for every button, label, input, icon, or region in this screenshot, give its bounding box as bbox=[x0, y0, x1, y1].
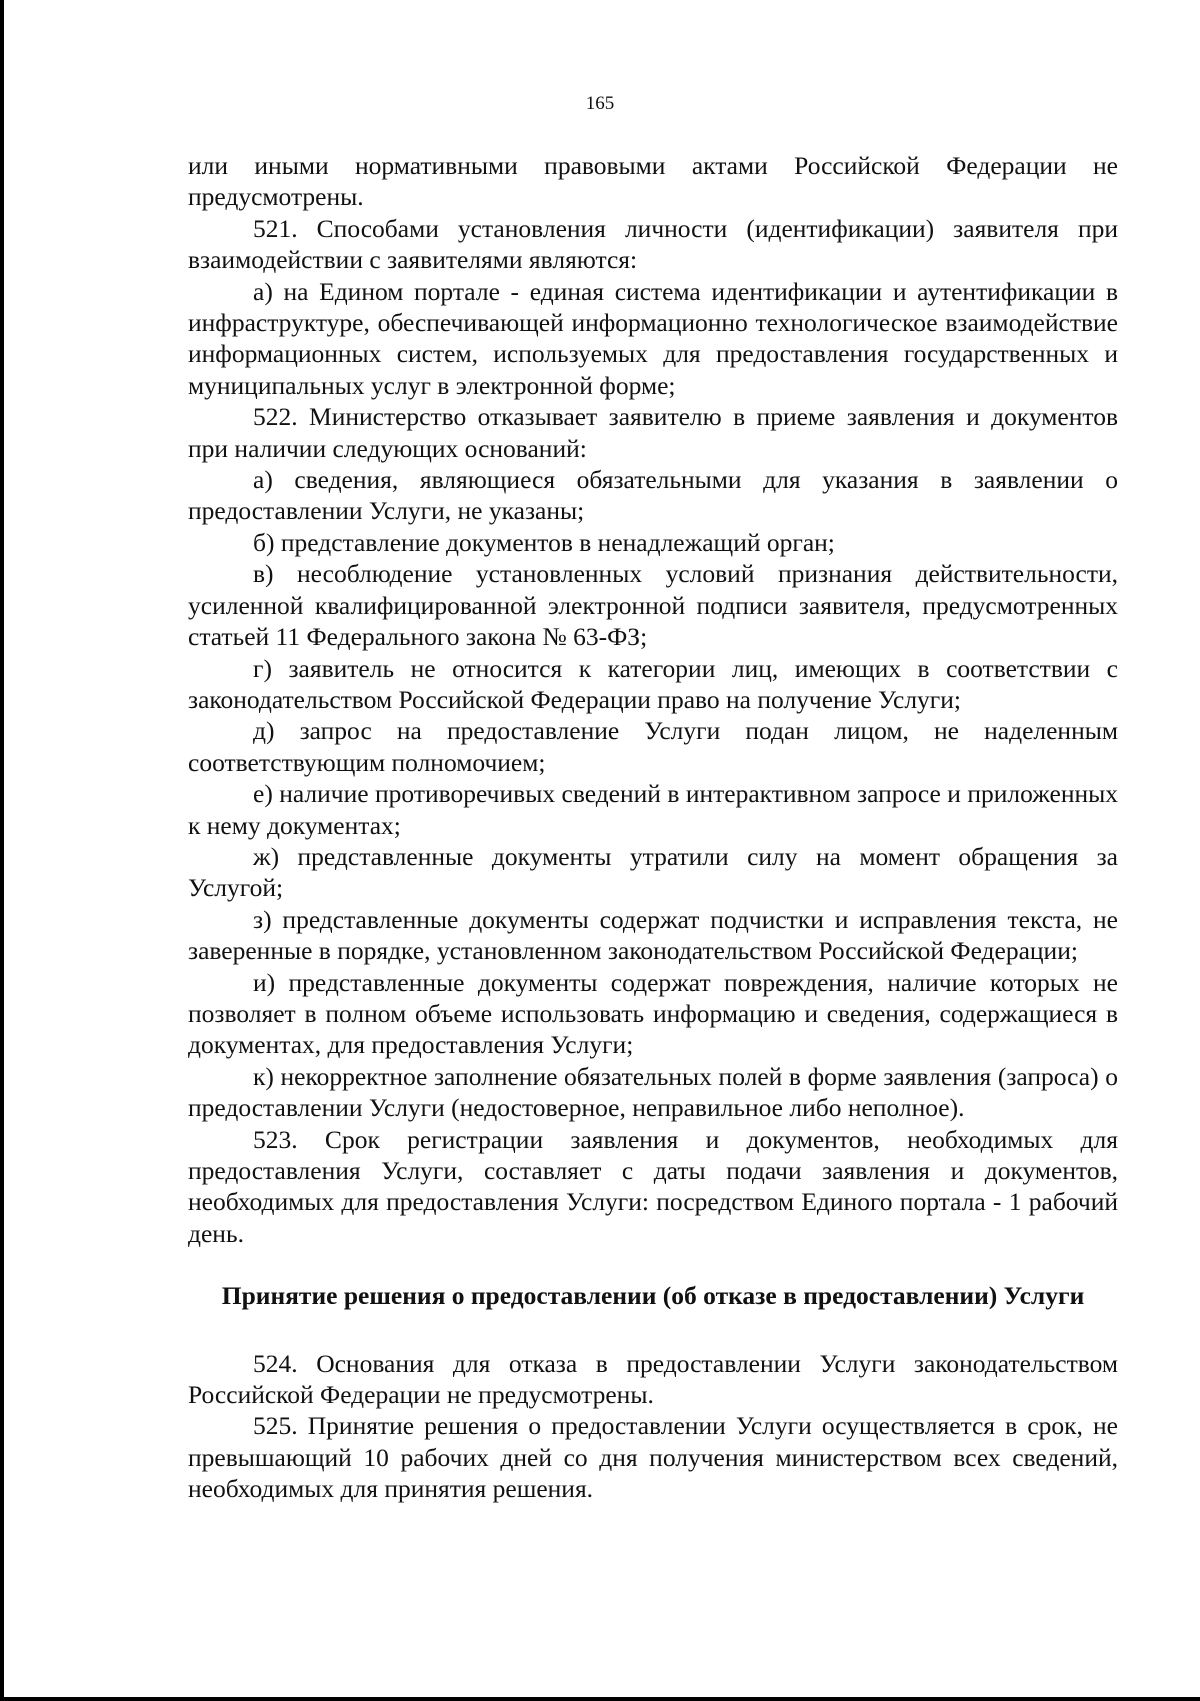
paragraph-524: 524. Основания для отказа в предоставлении Услуги законодательством Российской Федерации не предусмотрены. bbox=[188, 1348, 1118, 1410]
paragraph-525: 525. Принятие решения о предоставлении Услуги осуществляется в срок, не превышающий 10 рабочих дней со дня получения министерством всех сведений, необходимых для принятия решения. bbox=[188, 1411, 1118, 1504]
list-item-522-b: б) представление документов в ненадлежащий орган; bbox=[253, 527, 835, 557]
scan-border-left bbox=[0, 0, 4, 1701]
paragraph-523: 523. Срок регистрации заявления и документов, необходимых для предоставления Услуги, составляет с даты подачи заявления и документов, необходимых для предоставления Услуги: посредством Единого портала - 1 рабочий день. bbox=[188, 1124, 1118, 1248]
list-item-522-zh: ж) представленные документы утратили силу на момент обращения за Услугой; bbox=[188, 841, 1118, 903]
list-item-522-v: в) несоблюдение установленных условий признания действительности, усиленной квалифицированной электронной подписи заявителя, предусмотренных статьей 11 Федерального закона № 63-ФЗ; bbox=[188, 559, 1118, 652]
list-item-522-a: а) сведения, являющиеся обязательными для указания в заявлении о предоставлении Услуги, не указаны; bbox=[188, 465, 1118, 526]
list-item-522-g: г) заявитель не относится к категории лиц, имеющих в соответствии с законодательством Российской Федерации право на получение Услуги; bbox=[188, 653, 1118, 714]
scan-border-bottom bbox=[0, 1697, 1200, 1701]
list-item-522-e: е) наличие противоречивых сведений в интерактивном запросе и приложенных к нему документах; bbox=[188, 779, 1118, 840]
section-heading: Принятие решения о предоставлении (об отказе в предоставлении) Услуги bbox=[221, 1281, 1085, 1311]
paragraphs-after-heading bbox=[188, 1348, 1118, 1505]
list-item-522-i: и) представленные документы содержат повреждения, наличие которых не позволяет в полном объеме использовать информацию и сведения, содержащиеся в документах, для предоставления Услуги; bbox=[188, 967, 1118, 1060]
page-number: 165 bbox=[585, 93, 615, 114]
list-item-521-a: а) на Едином портале - единая система идентификации и аутентификации в инфраструктуре, обеспечивающей информационно технологическое взаимодействие информационных систем, используемых для предоставления государственных и муниципальных услуг в электронной форме; bbox=[188, 276, 1118, 400]
paragraph-522: 522. Министерство отказывает заявителю в приеме заявления и документов при наличии следующих оснований: bbox=[188, 402, 1118, 463]
document-body bbox=[188, 150, 1118, 1505]
paragraph-521: 521. Способами установления личности (идентификации) заявителя при взаимодействии с заявителями являются: bbox=[188, 213, 1118, 275]
list-item-522-k: к) некорректное заполнение обязательных полей в форме заявления (запроса) о предоставлении Услуги (недостоверное, неправильное либо неполное). bbox=[188, 1061, 1118, 1123]
paragraph-continuation: или иными нормативными правовыми актами Российской Федерации не предусмотрены. bbox=[188, 151, 1118, 212]
list-item-522-d: д) запрос на предоставление Услуги подан лицом, не наделенным соответствующим полномочием; bbox=[188, 716, 1118, 777]
list-item-522-z: з) представленные документы содержат подчистки и исправления текста, не заверенные в порядке, установленном законодательством Российской Федерации; bbox=[188, 904, 1118, 966]
paragraphs-before-heading bbox=[188, 150, 1118, 1249]
